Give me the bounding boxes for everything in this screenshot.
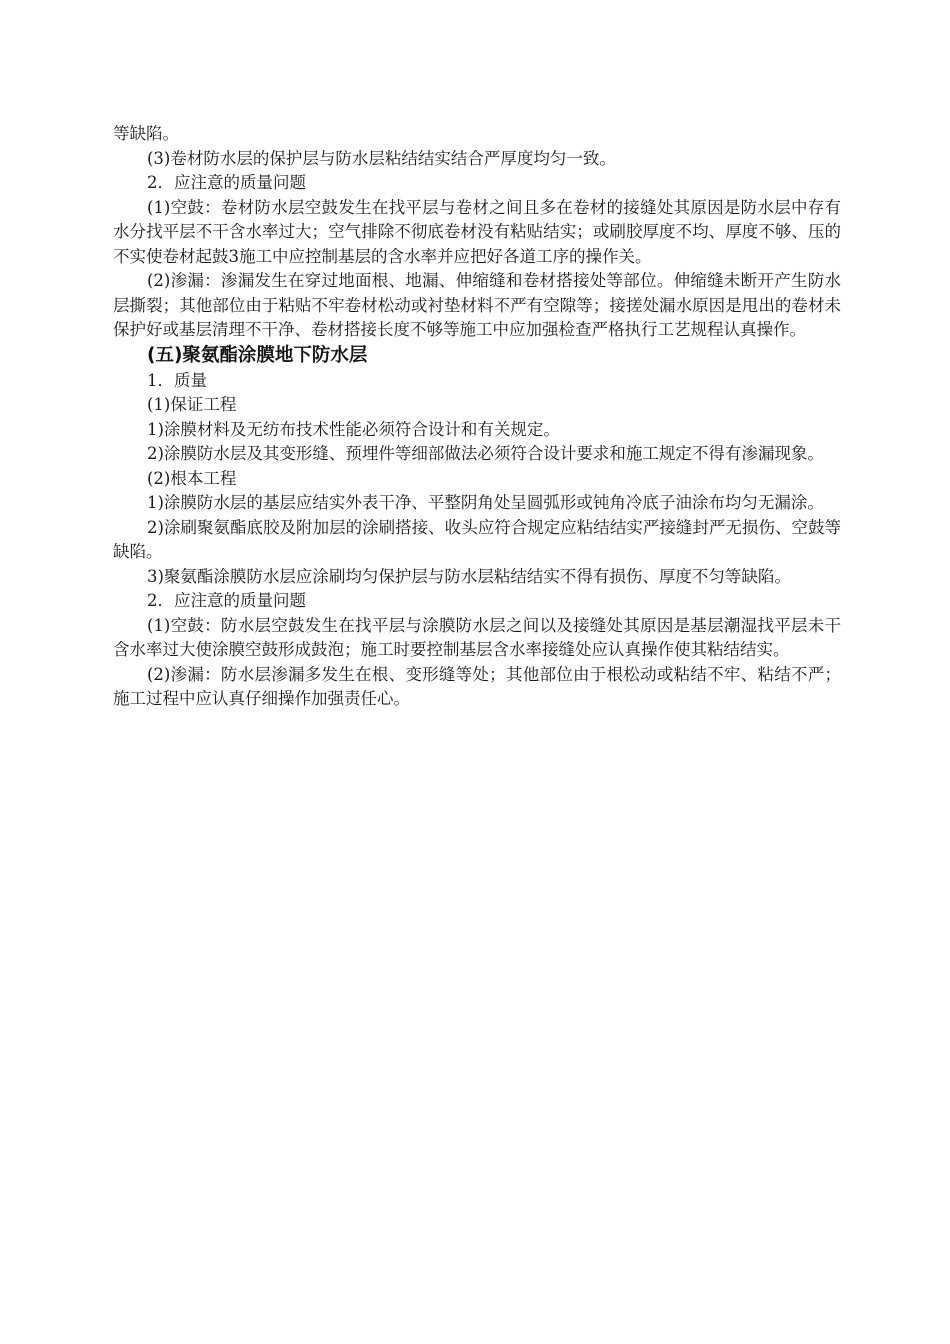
paragraph-hollowing: (1)空鼓：防水层空鼓发生在找平层与涂膜防水层之间以及接缝处其原因是基层潮湿找平层未干含水率过大使涂膜空鼓形成鼓泡；施工时要控制基层含水率接缝处应认真操作使其粘结结实。 [113,615,841,659]
document-body [113,122,841,712]
paragraph-leakage: (2)渗漏：渗漏发生在穿过地面根、地漏、伸缩缝和卷材搭接处等部位。伸缩缝未断开产生防水层撕裂；其他部位由于粘贴不牢卷材松动或衬垫材料不严有空隙等；接搓处漏水原因是甩出的卷材未保护好或基层清理不干净、卷材搭接长度不够等施工中应加强检查严格执行工艺规程认真操作。 [113,271,841,339]
subheading-quality-issues: 2．应注意的质量问题 [147,591,306,610]
subheading-quality: 1．质量 [147,370,207,390]
subheading-guarantee-items: (1)保证工程 [147,395,237,414]
paragraph-item: 1)涂膜材料及无纺布技术性能必须符合设计和有关规定。 [147,419,560,439]
paragraph-item: 3)聚氨酯涂膜防水层应涂刷均匀保护层与防水层粘结结实不得有损伤、厚度不匀等缺陷。 [147,566,791,586]
subheading-basic-items: (2)根本工程 [147,468,237,488]
paragraph-item: 2)涂膜防水层及其变形缝、预埋件等细部做法必须符合设计要求和施工规定不得有渗漏现象。 [147,444,824,463]
paragraph-leakage: (2)渗漏：防水层渗漏多发生在根、变形缝等处；其他部位由于根松动或粘结不牢、粘结不严；施工过程中应认真仔细操作加强责任心。 [113,664,841,708]
paragraph-protective-layer: (3)卷材防水层的保护层与防水层粘结结实结合严厚度均匀一致。 [147,148,616,168]
paragraph-hollowing: (1)空鼓：卷材防水层空鼓发生在找平层与卷材之间且多在卷材的接缝处其原因是防水层中存有水分找平层不干含水率过大；空气排除不彻底卷材没有粘贴结实；或刷胶厚度不均、厚度不够、压的不实使卷材起鼓3施工中应控制基层的含水率并应把好各道工序的操作关。 [113,197,841,266]
paragraph-item: 1)涂膜防水层的基层应结实外表干净、平整阴角处呈圆弧形或钝角冷底子油涂布均匀无漏涂。 [147,493,824,512]
subheading-quality-issues: 2．应注意的质量问题 [147,173,306,192]
paragraph-continuation: 等缺陷。 [113,124,179,143]
paragraph-item: 2)涂刷聚氨酯底胶及附加层的涂刷搭接、收头应符合规定应粘结结实严接缝封严无损伤、空鼓等缺陷。 [113,517,841,561]
section-heading: (五)聚氨酯涂膜地下防水层 [147,344,368,366]
